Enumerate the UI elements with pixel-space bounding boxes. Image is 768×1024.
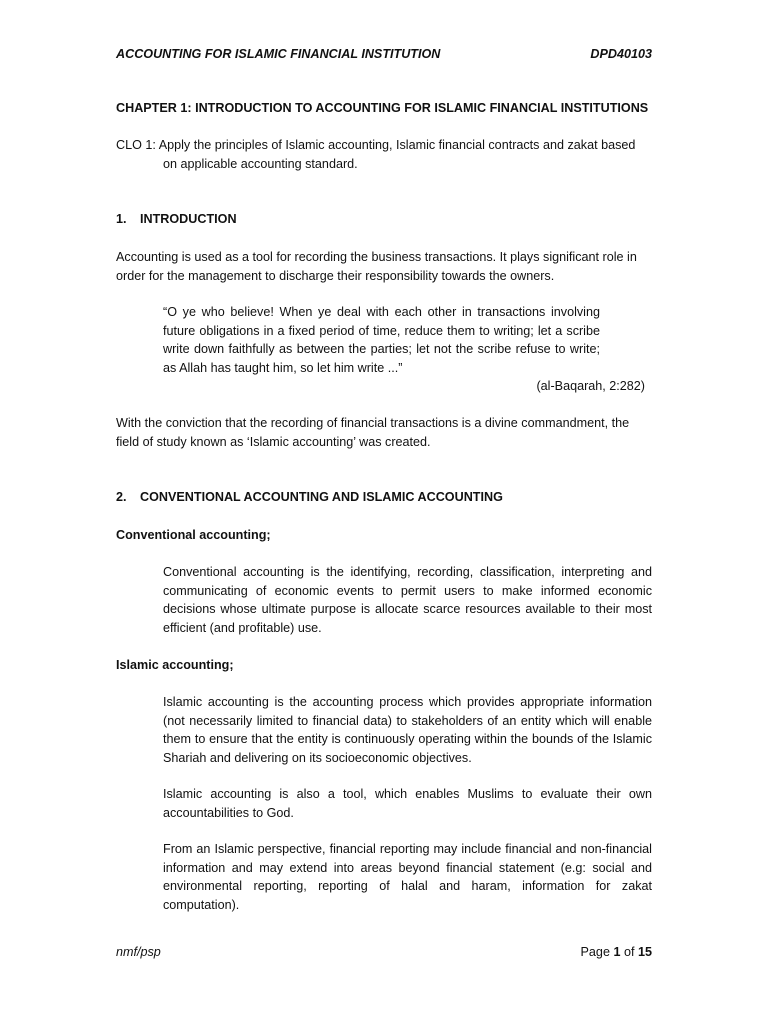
conventional-accounting-heading: Conventional accounting; (116, 528, 271, 542)
page-header (116, 47, 652, 61)
clo-statement (116, 136, 652, 173)
clo-line-2: on applicable accounting standard. (163, 156, 358, 171)
islamic-accounting-origin-paragraph: With the conviction that the recording of financial transactions is a divine commandment, the field of study known as ‘Islamic accounting’ was created. (116, 416, 630, 449)
quote-citation: (al-Baqarah, 2:282) (536, 379, 645, 393)
section-1-heading (116, 210, 652, 229)
section-2-number: 2. (116, 490, 127, 504)
course-title: ACCOUNTING FOR ISLAMIC FINANCIAL INSTITUTION (116, 47, 441, 61)
clo-line-1: CLO 1: Apply the principles of Islamic accounting, Islamic financial contracts and zakat based (116, 138, 636, 152)
page-number (581, 945, 652, 959)
section-2-heading (116, 488, 652, 507)
chapter-title: CHAPTER 1: INTRODUCTION TO ACCOUNTING FOR ISLAMIC FINANCIAL INSTITUTIONS (116, 101, 649, 115)
section-2-title: CONVENTIONAL ACCOUNTING AND ISLAMIC ACCOUNTING (140, 490, 503, 504)
page-footer (116, 945, 652, 959)
islamic-accounting-heading: Islamic accounting; (116, 658, 234, 672)
islamic-financial-reporting-paragraph: From an Islamic perspective, financial reporting may include financial and non-financial information and may extend into areas beyond financial statement (e.g: social and environmental reporting, reporting of halal and haram, information for zakat computation). (163, 842, 652, 912)
islamic-accounting-definition: Islamic accounting is the accounting process which provides appropriate information (not necessarily limited to financial data) to stakeholders of an entity which will enable them to ensure that the entity is continuously operating within the bounds of the Islamic Shariah and delivering on its socioeconomic objectives. (163, 695, 652, 765)
section-1-title: INTRODUCTION (140, 212, 237, 226)
page-label: Page (580, 945, 610, 959)
footer-author: nmf/psp (116, 945, 161, 959)
page-total: 15 (637, 945, 652, 959)
section-1-number: 1. (116, 212, 127, 226)
page-of: of (623, 945, 635, 959)
course-code: DPD40103 (590, 47, 652, 61)
conventional-accounting-definition: Conventional accounting is the identifying, recording, classification, interpreting and communicating of economic events to permit users to make informed economic decisions whose ultimate purpose is allocate scarce resources available to their most efficient (and profitable) use. (163, 565, 652, 635)
page-current: 1 (613, 945, 621, 959)
intro-paragraph: Accounting is used as a tool for recording the business transactions. It plays significant role in order for the management to discharge their responsibility towards the owners. (116, 250, 637, 283)
quran-quote: “O ye who believe! When ye deal with each other in transactions involving future obligations in a fixed period of time, reduce them to writing; let a scribe write down faithfully as between the parties; let not the scribe refuse to write; as Allah has taught him, so let him write ...” (163, 305, 600, 375)
islamic-accounting-tool-paragraph: Islamic accounting is also a tool, which enables Muslims to evaluate their own accountabilities to God. (163, 787, 652, 820)
